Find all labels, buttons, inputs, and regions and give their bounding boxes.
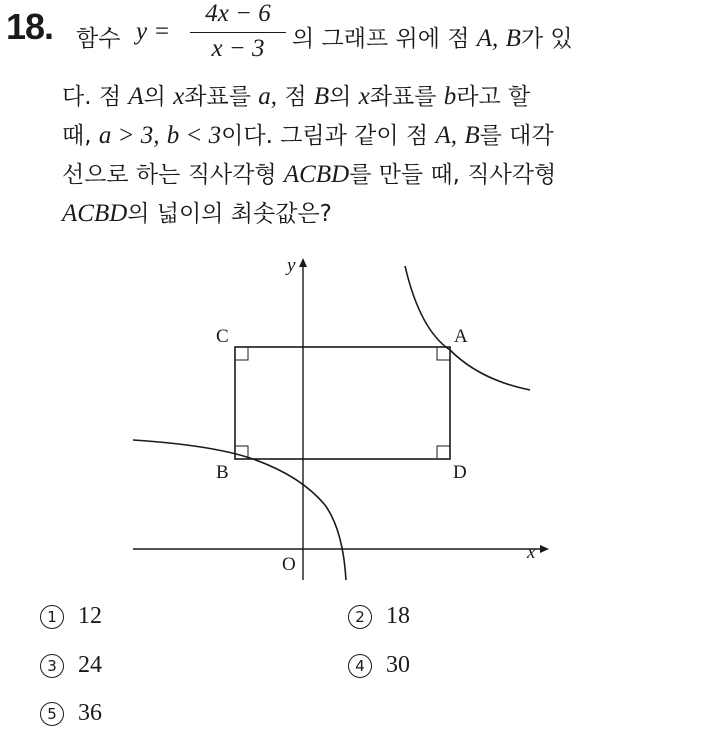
condition-b: b < 3 [166, 122, 222, 149]
choice-2[interactable] [348, 603, 410, 630]
rectangle-label: ACBD [62, 200, 128, 227]
choice-3-mark: 3 [40, 654, 64, 678]
y-axis-label: y [287, 255, 296, 276]
text: 의 [143, 84, 166, 110]
text-graph-point: 의 그래프 위에 점 [292, 26, 470, 52]
right-angle-d [437, 446, 450, 459]
rectangle-acbd [235, 347, 450, 459]
point-b-label: B [313, 83, 330, 110]
text: 선으로 하는 직사각형 [62, 162, 277, 188]
equation-lhs: y = [136, 18, 171, 45]
text: 다. 점 [62, 84, 122, 110]
text: 점 [284, 84, 307, 110]
condition-a: a > 3, [98, 122, 160, 149]
point-b-label: B [505, 25, 521, 52]
text-exists: 가 있 [520, 26, 573, 52]
var-x: x [358, 83, 370, 110]
text: 의 넓이의 최솟값은? [127, 201, 332, 227]
point-b: B [216, 462, 229, 483]
fraction-denominator: x − 3 [211, 35, 265, 62]
text: 좌표를 [369, 84, 437, 110]
text-function: 함수 [76, 26, 121, 52]
var-b: b [443, 83, 457, 110]
hyperbola-left-branch [133, 440, 346, 580]
choice-1-value: 12 [78, 603, 102, 629]
text: 라고 할 [456, 84, 531, 110]
y-axis-arrow [299, 258, 307, 267]
text: 의 [329, 84, 352, 110]
choice-5-mark: 5 [40, 702, 64, 726]
choice-3-value: 24 [78, 652, 102, 678]
var-x: x [173, 83, 185, 110]
right-angle-c [235, 347, 248, 360]
choice-3[interactable] [40, 652, 102, 679]
origin-label: O [282, 554, 296, 575]
point-a: A [454, 326, 468, 347]
text: 때, [62, 123, 92, 149]
choice-2-value: 18 [386, 603, 410, 629]
choice-4-value: 30 [386, 652, 410, 678]
choice-1[interactable] [40, 603, 102, 630]
text: 이다. 그림과 같이 점 [221, 123, 429, 149]
point-d: D [453, 462, 467, 483]
text: 를 만들 때, 직사각형 [349, 162, 557, 188]
text: 를 대각 [479, 123, 554, 149]
rectangle-label: ACBD [283, 161, 350, 188]
choice-4-mark: 4 [348, 654, 372, 678]
point-a-label: A [128, 83, 144, 110]
choice-5[interactable] [40, 700, 102, 727]
text: 좌표를 [184, 84, 251, 110]
point-c: C [216, 326, 229, 347]
question-number: 18. [6, 6, 54, 47]
point-a-label: A, [435, 122, 457, 149]
point-a-label: A, [476, 25, 499, 52]
x-axis-label: x [527, 542, 536, 563]
var-a: a, [258, 83, 278, 110]
choice-5-value: 36 [78, 700, 102, 726]
x-axis-arrow [540, 545, 549, 553]
point-b-label: B [464, 122, 480, 149]
choice-2-mark: 2 [348, 605, 372, 629]
choice-4[interactable] [348, 652, 410, 679]
fraction-numerator: 4x − 6 [205, 0, 271, 27]
choice-1-mark: 1 [40, 605, 64, 629]
